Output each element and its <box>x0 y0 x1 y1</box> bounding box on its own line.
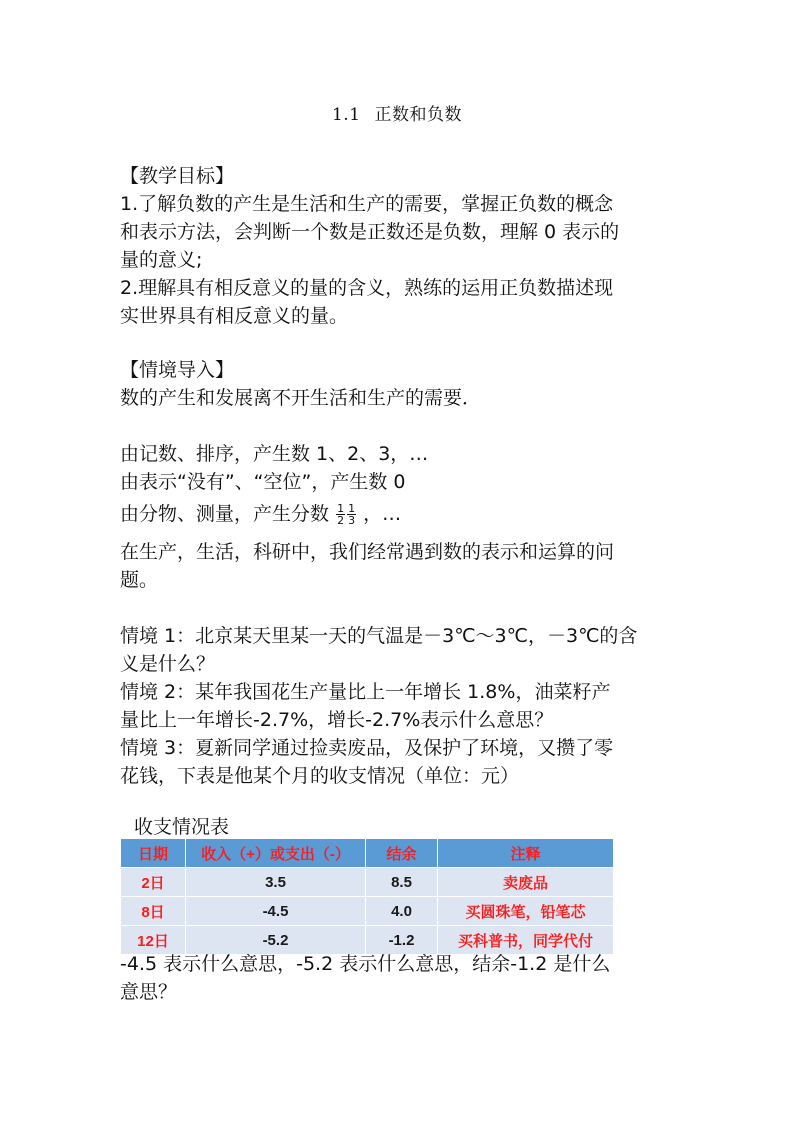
cell-amount: -4.5 <box>186 897 366 926</box>
intro-line: 数的产生和发展离不开生活和生产的需要． <box>120 387 482 409</box>
table-row <box>121 897 614 926</box>
objectives-line: 1.了解负数的产生是生活和生产的需要，掌握正负数的概念 <box>120 193 614 215</box>
page-title <box>0 100 794 125</box>
cell-date: 2日 <box>121 868 186 897</box>
section-title: 正数和负数 <box>374 105 463 125</box>
cell-amount: 3.5 <box>186 868 366 897</box>
objectives-line: 量的意义; <box>120 249 203 271</box>
scenario-line: 情境 2：某年我国花生产量比上一年增长 1.8%，油菜籽产 <box>120 681 611 703</box>
counting-line: 由记数、排序，产生数 1、2、3，… <box>120 443 429 465</box>
cell-note: 买圆珠笔，铅笔芯 <box>438 897 614 926</box>
fraction-line <box>120 500 401 528</box>
fraction-half: $\frac{1}{2}$ <box>337 502 345 527</box>
header-balance: 结余 <box>366 839 438 868</box>
cell-balance: -1.2 <box>366 926 438 955</box>
fraction-prefix: 由分物、测量，产生分数 <box>120 503 330 525</box>
scenario-line: 情境 1：北京某天里某一天的气温是－3℃～3℃，－3℃的含 <box>120 625 638 647</box>
objectives-heading: 【教学目标】 <box>120 165 235 187</box>
table-row <box>121 868 614 897</box>
scenario-line: 量比上一年增长-2.7%，增长-2.7%表示什么意思？ <box>120 709 554 731</box>
question-line: -4.5 表示什么意思，-5.2 表示什么意思，结余-1.2 是什么 <box>120 953 611 975</box>
science-line: 题。 <box>120 569 159 591</box>
table-caption: 收支情况表 <box>134 816 230 838</box>
section-number: 1.1 <box>331 105 361 125</box>
cell-note: 卖废品 <box>438 868 614 897</box>
cell-balance: 4.0 <box>366 897 438 926</box>
science-line: 在生产，生活，科研中，我们经常遇到数的表示和运算的问 <box>120 541 615 563</box>
scenario-line: 花钱，下表是他某个月的收支情况（单位：元） <box>120 765 520 787</box>
cell-note: 买科普书，同学代付 <box>438 926 614 955</box>
fraction-suffix: ，… <box>363 503 402 525</box>
header-amount: 收入（+）或支出（-） <box>186 839 366 868</box>
income-expense-table <box>120 838 614 955</box>
zero-line: 由表示“没有”、“空位”，产生数 0 <box>120 471 406 493</box>
scenario-line: 情境 3：夏新同学通过捡卖废品，及保护了环境，又攒了零 <box>120 737 614 759</box>
question-line: 意思？ <box>120 981 178 1003</box>
cell-date: 12日 <box>121 926 186 955</box>
cell-balance: 8.5 <box>366 868 438 897</box>
fraction-third: $\frac{1}{3}$ <box>348 502 356 527</box>
table-header-row <box>121 839 614 868</box>
objectives-line: 和表示方法，会判断一个数是正数还是负数，理解 0 表示的 <box>120 221 620 243</box>
header-note: 注释 <box>438 839 614 868</box>
header-date: 日期 <box>121 839 186 868</box>
objectives-line: 实世界具有相反意义的量。 <box>120 305 349 327</box>
cell-date: 8日 <box>121 897 186 926</box>
intro-heading: 【情境导入】 <box>120 359 235 381</box>
objectives-line: 2.理解具有相反意义的量的含义，熟练的运用正负数描述现 <box>120 277 614 299</box>
scenario-line: 义是什么？ <box>120 653 216 675</box>
cell-amount: -5.2 <box>186 926 366 955</box>
